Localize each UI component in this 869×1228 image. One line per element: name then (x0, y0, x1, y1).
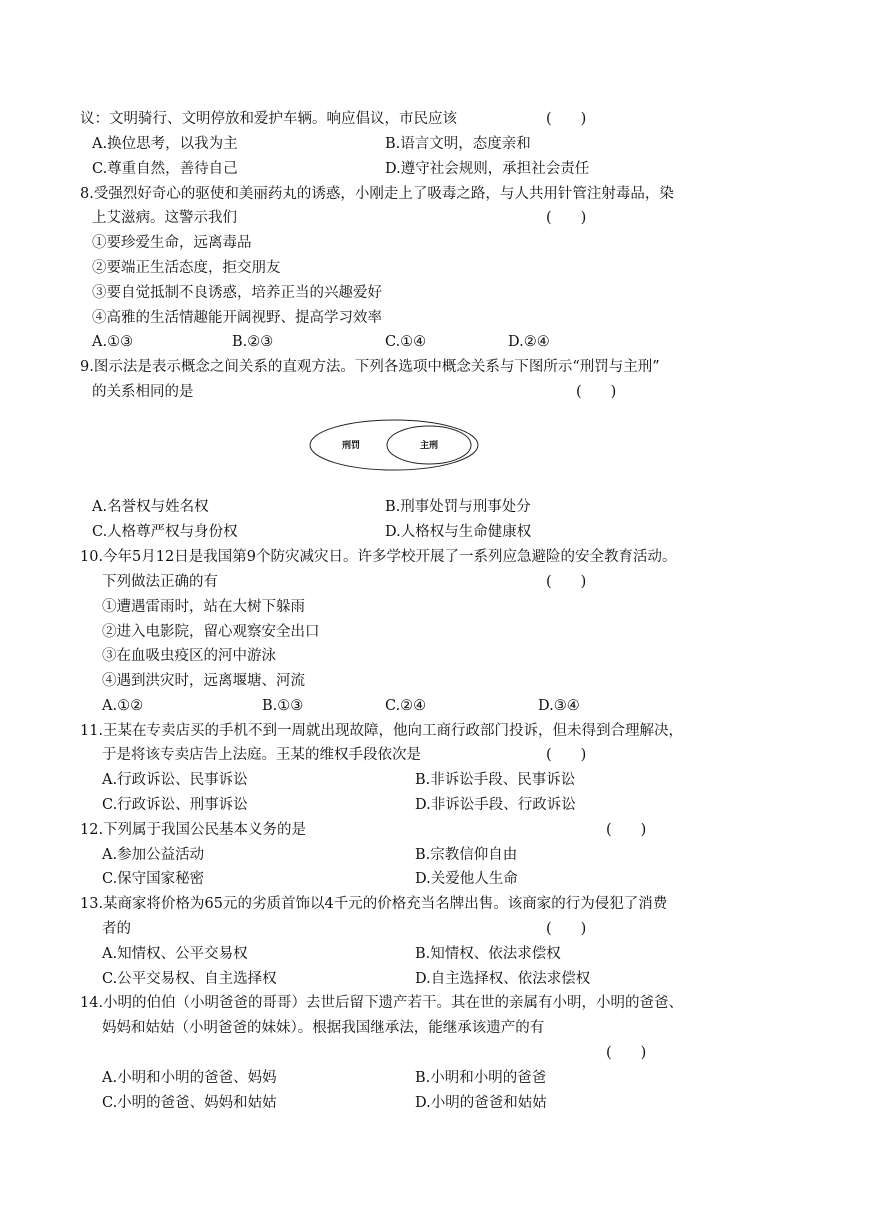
q13-stem-line2: 者的 (102, 921, 131, 937)
q11-stem-line2: 于是将该专卖店告上法庭。王某的维权手段依次是 (102, 747, 421, 763)
q14-option-d: D.小明的爸爸和姑姑 (415, 1095, 547, 1111)
q13-stem-line1: 13.某商家将价格为65元的劣质首饰以4千元的价格充当名牌出售。该商家的行为侵犯了消费 (80, 896, 668, 912)
q14-answer-paren: ( ) (606, 1045, 647, 1061)
q11-stem-line1: 11.王某在专卖店买的手机不到一周就出现故障，他向工商行政部门投诉，但未得到合理解决， (80, 723, 684, 739)
q7-option-b: B.语言文明，态度亲和 (385, 136, 531, 152)
q8-stem-line2: 上艾滋病。这警示我们 (92, 210, 237, 226)
q8-option-d: D.②④ (508, 334, 550, 350)
inner-label: 主刑 (420, 441, 439, 451)
q13-option-b: B.知情权、依法求偿权 (415, 946, 561, 962)
q10-option-c: C.②④ (385, 698, 427, 714)
q9-stem-line1: 9.图示法是表示概念之间关系的直观方法。下列各选项中概念关系与下图所示“刑罚与主刑” (80, 359, 660, 375)
q7-option-c: C.尊重自然，善待自己 (92, 161, 238, 177)
outer-ellipse (310, 420, 478, 470)
q12-stem: 12.下列属于我国公民基本义务的是 (80, 822, 307, 838)
q9-option-a: A.名誉权与姓名权 (92, 499, 209, 515)
q12-option-c: C.保守国家秘密 (102, 871, 205, 887)
q10-item-1: ①遭遇雷雨时，站在大树下躲雨 (102, 599, 305, 615)
q7-stem: 议：文明骑行、文明停放和爱护车辆。响应倡议，市民应该 (80, 111, 457, 127)
q10-stem-line1: 10.今年5月12日是我国第9个防灾减灾日。许多学校开展了一系列应急避险的安全教育活动。 (80, 549, 677, 565)
q11-option-a: A.行政诉讼、民事诉讼 (102, 772, 248, 788)
q8-option-a: A.①③ (92, 334, 134, 350)
q7-option-d: D.遵守社会规则，承担社会责任 (385, 161, 590, 177)
q10-stem-line2: 下列做法正确的有 (102, 574, 218, 590)
q10-option-b: B.①③ (262, 698, 304, 714)
q7-answer-paren: ( ) (546, 111, 587, 127)
q12-option-d: D.关爱他人生命 (415, 871, 518, 887)
q8-item-3: ③要自觉抵制不良诱惑，培养正当的兴趣爱好 (92, 285, 382, 301)
outer-label: 刑罚 (342, 441, 361, 451)
q8-item-4: ④高雅的生活情趣能开阔视野、提高学习效率 (92, 310, 382, 326)
q8-answer-paren: ( ) (546, 210, 587, 226)
q14-stem-line1: 14.小明的伯伯（小明爸爸的哥哥）去世后留下遗产若干。其在世的亲属有小明，小明的爸爸、 (80, 995, 684, 1011)
q14-stem-line2: 妈妈和姑姑（小明爸爸的妹妹）。根据我国继承法，能继承该遗产的有 (102, 1020, 545, 1036)
q11-answer-paren: ( ) (546, 747, 587, 763)
q11-option-d: D.非诉讼手段、行政诉讼 (415, 797, 576, 813)
q10-item-2: ②进入电影院，留心观察安全出口 (102, 624, 320, 640)
q12-answer-paren: ( ) (606, 822, 647, 838)
q11-option-b: B.非诉讼手段、民事诉讼 (415, 772, 576, 788)
q8-item-2: ②要端正生活态度，拒交朋友 (92, 260, 281, 276)
q9-option-d: D.人格权与生命健康权 (385, 524, 532, 540)
q9-stem-line2: 的关系相同的是 (92, 384, 194, 400)
q13-option-d: D.自主选择权、依法求偿权 (415, 971, 591, 987)
q7-option-a: A.换位思考，以我为主 (92, 136, 238, 152)
q12-option-a: A.参加公益活动 (102, 847, 205, 863)
q10-option-d: D.③④ (538, 698, 580, 714)
q8-item-1: ①要珍爱生命，远离毒品 (92, 235, 252, 251)
q14-option-b: B.小明和小明的爸爸 (415, 1070, 547, 1086)
q13-answer-paren: ( ) (546, 921, 587, 937)
q14-option-c: C.小明的爸爸、妈妈和姑姑 (102, 1095, 277, 1111)
q9-answer-paren: ( ) (576, 384, 617, 400)
q10-item-3: ③在血吸虫疫区的河中游泳 (102, 648, 276, 664)
q14-option-a: A.小明和小明的爸爸、妈妈 (102, 1070, 277, 1086)
q10-answer-paren: ( ) (546, 574, 587, 590)
venn-diagram (308, 418, 483, 474)
q8-stem-line1: 8.受强烈好奇心的驱使和美丽药丸的诱惑，小刚走上了吸毒之路，与人共用针管注射毒品，染 (80, 186, 674, 202)
q10-item-4: ④遇到洪灾时，远离堰塘、河流 (102, 673, 305, 689)
q13-option-a: A.知情权、公平交易权 (102, 946, 248, 962)
q9-option-b: B.刑事处罚与刑事处分 (385, 499, 531, 515)
q11-option-c: C.行政诉讼、刑事诉讼 (102, 797, 248, 813)
q10-option-a: A.①② (102, 698, 144, 714)
q12-option-b: B.宗教信仰自由 (415, 847, 518, 863)
q8-option-c: C.①④ (385, 334, 427, 350)
q9-option-c: C.人格尊严权与身份权 (92, 524, 238, 540)
q13-option-c: C.公平交易权、自主选择权 (102, 971, 277, 987)
q8-option-b: B.②③ (232, 334, 274, 350)
